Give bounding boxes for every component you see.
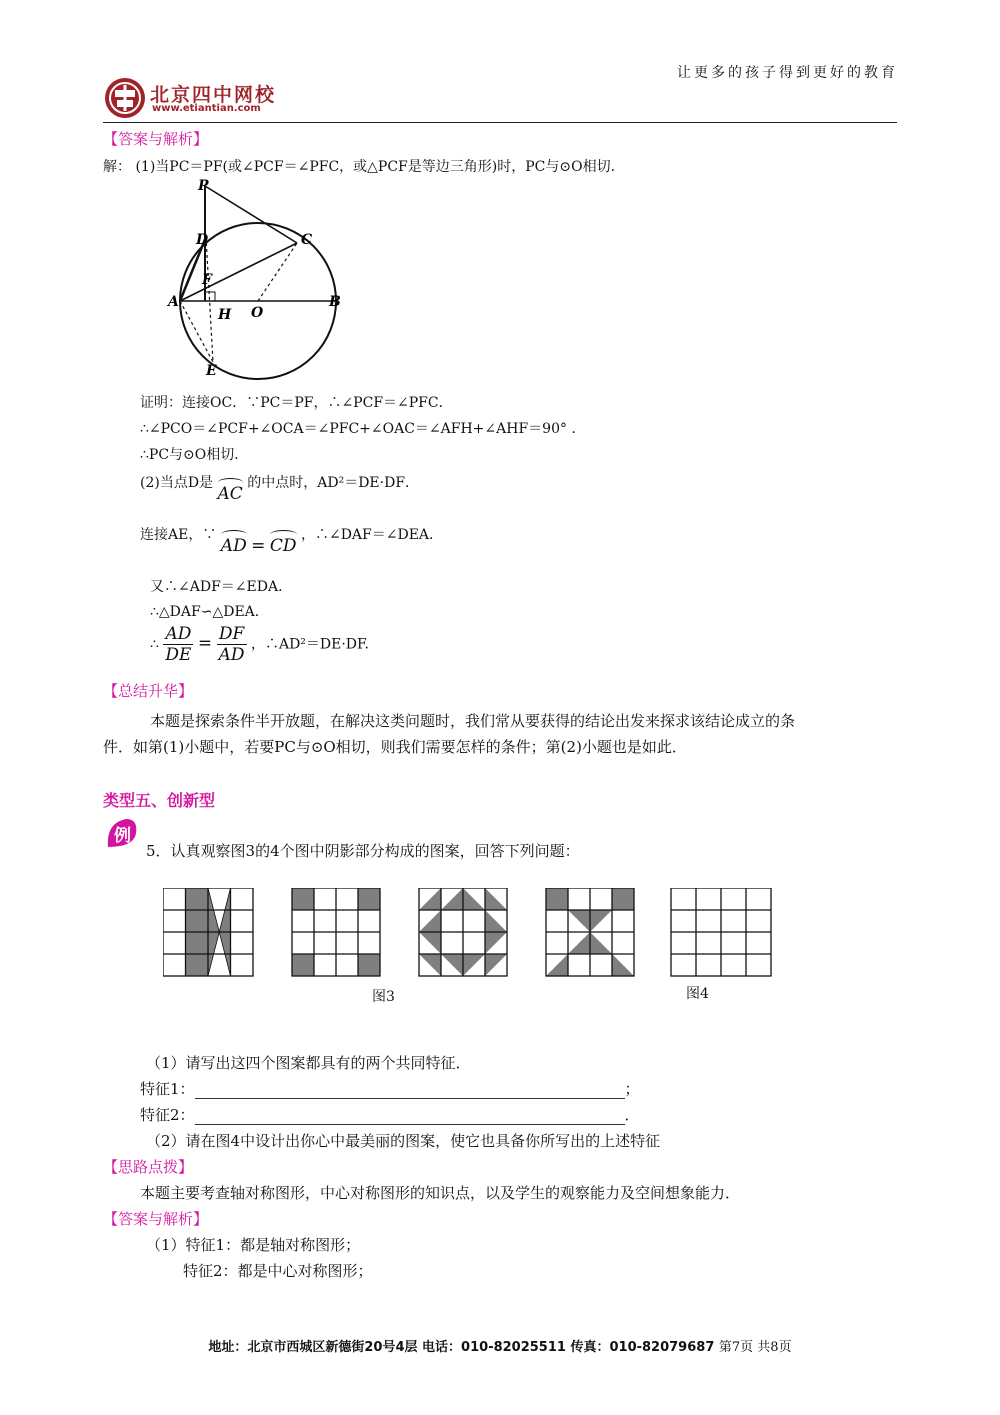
answer-intro: 解： (1)当PC＝PF(或∠PCF＝∠PFC，或△PCF是等边三角形)时，PC与⊙O相切． <box>103 159 625 175</box>
label-D: D <box>196 232 209 248</box>
fig4-caption: 图4 <box>686 986 709 1002</box>
connect-pre: 连接AE，∵ <box>140 527 217 543</box>
hint-text: 本题主要考查轴对称图形，中心对称图形的知识点，以及学生的观察能力及空间想象能力． <box>140 1184 741 1202</box>
hint-tag: 【思路点拨】 <box>103 1158 194 1176</box>
arc-ad: AD <box>220 536 247 556</box>
logo-url: www.etiantian.com <box>152 103 261 114</box>
answer2-tag: 【答案与解析】 <box>103 1210 209 1228</box>
summary-line-1: 本题是探索条件半开放题，在解决这类问题时，我们常从要获得的结论出发来探求该结论成立的条 <box>150 712 796 730</box>
also-line: 又∴∠ADF＝∠EDA． <box>150 579 293 595</box>
frac1-numerator: AD <box>163 624 193 645</box>
feature-1-label: 特征1： <box>140 1080 195 1098</box>
fraction-df-ad <box>217 624 247 665</box>
label-E: E <box>206 363 217 379</box>
connect-post: ，∴∠DAF＝∠DEA． <box>300 527 444 543</box>
label-O: O <box>251 305 264 321</box>
fraction-ad-de <box>163 624 193 665</box>
school-logo <box>103 76 149 120</box>
badge-text: 例 <box>114 826 131 846</box>
feature-1-line <box>140 1078 640 1099</box>
feature-2-label: 特征2： <box>140 1106 195 1124</box>
header-divider <box>103 122 897 123</box>
label-C: C <box>301 232 313 248</box>
answer2-line-1: （1）特征1：都是轴对称图形； <box>146 1236 361 1254</box>
label-F: F <box>202 272 212 288</box>
answer-tag: 【答案与解析】 <box>103 130 209 148</box>
part2-line <box>140 472 420 504</box>
label-H: H <box>218 307 232 323</box>
proof-line-2: ∴∠PCO＝∠PCF+∠OCA＝∠PFC+∠OAC＝∠AFH+∠AHF＝90° ． <box>140 421 586 437</box>
logo-text: 北京四中网校 <box>150 84 277 106</box>
pattern-figures <box>163 888 773 978</box>
part2-pre: (2)当点D是 <box>140 475 214 491</box>
proof-line-3: ∴PC与⊙O相切． <box>140 447 249 463</box>
answer2-line-2: 特征2：都是中心对称图形； <box>183 1262 373 1280</box>
summary-tag: 【总结升华】 <box>103 682 194 700</box>
similar-line: ∴△DAF∽△DEA． <box>150 604 269 620</box>
example-badge <box>104 815 140 851</box>
feature-2-line <box>140 1104 640 1125</box>
frac2-denominator: AD <box>218 645 245 665</box>
connect-line: 连接AE，∵ AD = CD ，∴∠DAF＝∠DEA． <box>140 527 444 556</box>
label-B: B <box>329 294 341 310</box>
sub-question-2: （2）请在图4中设计出你心中最美丽的图案，使它也具备你所写出的上述特征 <box>146 1132 661 1150</box>
header-slogan: 让更多的孩子得到更好的教育 <box>677 65 898 81</box>
proof-line-1: 证明：连接OC．∵PC＝PF，∴∠PCF＝∠PFC． <box>140 395 453 411</box>
arc-cd: CD <box>269 536 297 556</box>
label-P: P <box>198 178 209 194</box>
question-5: 5．认真观察图3的4个图中阴影部分构成的图案，回答下列问题： <box>146 842 580 860</box>
footer <box>0 1336 1000 1355</box>
fig3-caption: 图3 <box>372 989 395 1005</box>
ratio-therefore: ∴ <box>150 636 159 653</box>
frac2-numerator: DF <box>217 624 247 645</box>
label-A: A <box>168 294 179 310</box>
section-title: 类型五、创新型 <box>103 791 216 810</box>
frac1-denominator: DE <box>165 645 192 665</box>
ratio-line: ∴ $\frac{AD}{DE}$ = $\frac{DF}{AD}$ ，∴AD²＝DE·DF. <box>150 624 370 665</box>
feature-1-field[interactable] <box>195 1084 625 1099</box>
feature-2-end: ． <box>624 1106 640 1124</box>
feature-2-field[interactable] <box>195 1110 625 1125</box>
part2-post: 的中点时，AD²＝DE·DF． <box>247 475 420 491</box>
footer-address: 地址：北京市西城区新德街20号4层 电话：010-82025511 传真：010-82079687 <box>208 1340 715 1355</box>
feature-1-end: ； <box>624 1080 640 1098</box>
ratio-post: ，∴AD²＝DE·DF. <box>250 636 370 653</box>
summary-line-2: 件．如第(1)小题中，若要PC与⊙O相切，则我们需要怎样的条件；第(2)小题也是如此． <box>103 738 687 756</box>
circle-geometry-figure <box>160 176 360 380</box>
sub-question-1: （1）请写出这四个图案都具有的两个共同特征． <box>146 1054 471 1072</box>
arc-ac: AC <box>217 484 243 504</box>
footer-page: 第7页 共8页 <box>718 1340 792 1355</box>
